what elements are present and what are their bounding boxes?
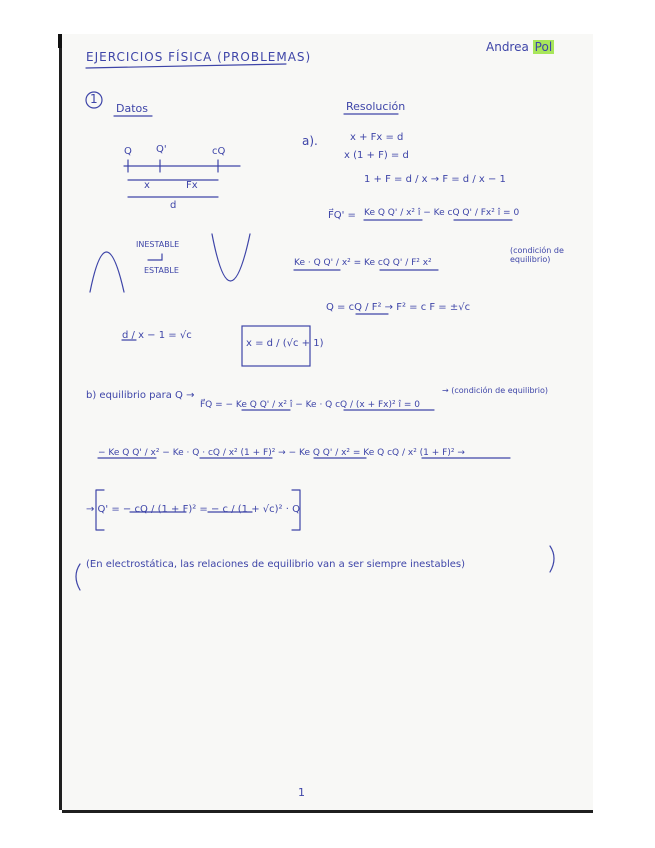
part-a-label: a). bbox=[302, 134, 318, 148]
part-a-eq5: Q = cQ / F² → F² = c F = ±√c bbox=[326, 302, 471, 313]
problem-number: 1 bbox=[90, 92, 98, 106]
handwriting-strokes bbox=[62, 34, 593, 810]
unstable-curve bbox=[90, 252, 124, 292]
stable-label: ESTABLE bbox=[144, 266, 179, 275]
stable-curve bbox=[212, 234, 250, 281]
label-x: x bbox=[144, 180, 150, 191]
page-number: 1 bbox=[298, 786, 305, 799]
part-b-label: b) equilibrio para Q → bbox=[86, 390, 195, 401]
charge-cq-label: cQ bbox=[212, 146, 226, 157]
condition-note-a: (condición de equilibrio) bbox=[510, 246, 564, 264]
notebook-page bbox=[62, 34, 593, 810]
label-fx: Fx bbox=[186, 180, 198, 191]
stability-note: (En electrostática, las relaciones de equilibrio van a ser siempre inestables) bbox=[86, 559, 465, 570]
part-a-eq2: x (1 + F) = d bbox=[344, 150, 409, 161]
part-b-force: F⃗Q = − Ke Q Q' / x² î − Ke · Q cQ / (x + Fx)² î = 0 bbox=[200, 400, 420, 410]
arrow-indicator bbox=[148, 254, 162, 260]
part-a-eq1: x + Fx = d bbox=[350, 132, 404, 143]
title-underline bbox=[86, 64, 286, 68]
condition-note-b: → (condición de equilibrio) bbox=[442, 386, 549, 395]
force-lhs: F⃗Q' = bbox=[328, 210, 356, 221]
page-title: EJERCICIOS FÍSICA (PROBLEMAS) bbox=[86, 50, 312, 64]
part-b-eq1: − Ke Q Q' / x² − Ke · Q · cQ / x² (1 + F)² → − Ke Q Q' / x² = Ke Q cQ / x² (1 + F)² → bbox=[98, 448, 465, 458]
author-label: Andrea bbox=[486, 40, 529, 54]
charge-qprime-label: Q' bbox=[156, 144, 167, 155]
datos-heading: Datos bbox=[116, 102, 148, 115]
author-name bbox=[486, 40, 554, 54]
label-d: d bbox=[170, 200, 177, 211]
charge-q-label: Q bbox=[124, 146, 132, 157]
force-rhs: Ke Q Q' / x² î − Ke cQ Q' / Fx² î = 0 bbox=[364, 208, 520, 218]
part-a-eq3: 1 + F = d / x → F = d / x − 1 bbox=[364, 174, 506, 185]
resolucion-heading: Resolución bbox=[346, 100, 406, 113]
boxed-result-a: x = d / (√c + 1) bbox=[246, 338, 324, 349]
author-highlight: Pol bbox=[534, 40, 553, 54]
unstable-label: INESTABLE bbox=[136, 240, 180, 249]
part-a-eq6: d / x − 1 = √c bbox=[122, 330, 192, 341]
part-a-eq4: Ke · Q Q' / x² = Ke cQ Q' / F² x² bbox=[294, 258, 432, 268]
boxed-result-b: → Q' = − cQ / (1 + F)² = − c / (1 + √c)² · Q bbox=[86, 504, 300, 515]
